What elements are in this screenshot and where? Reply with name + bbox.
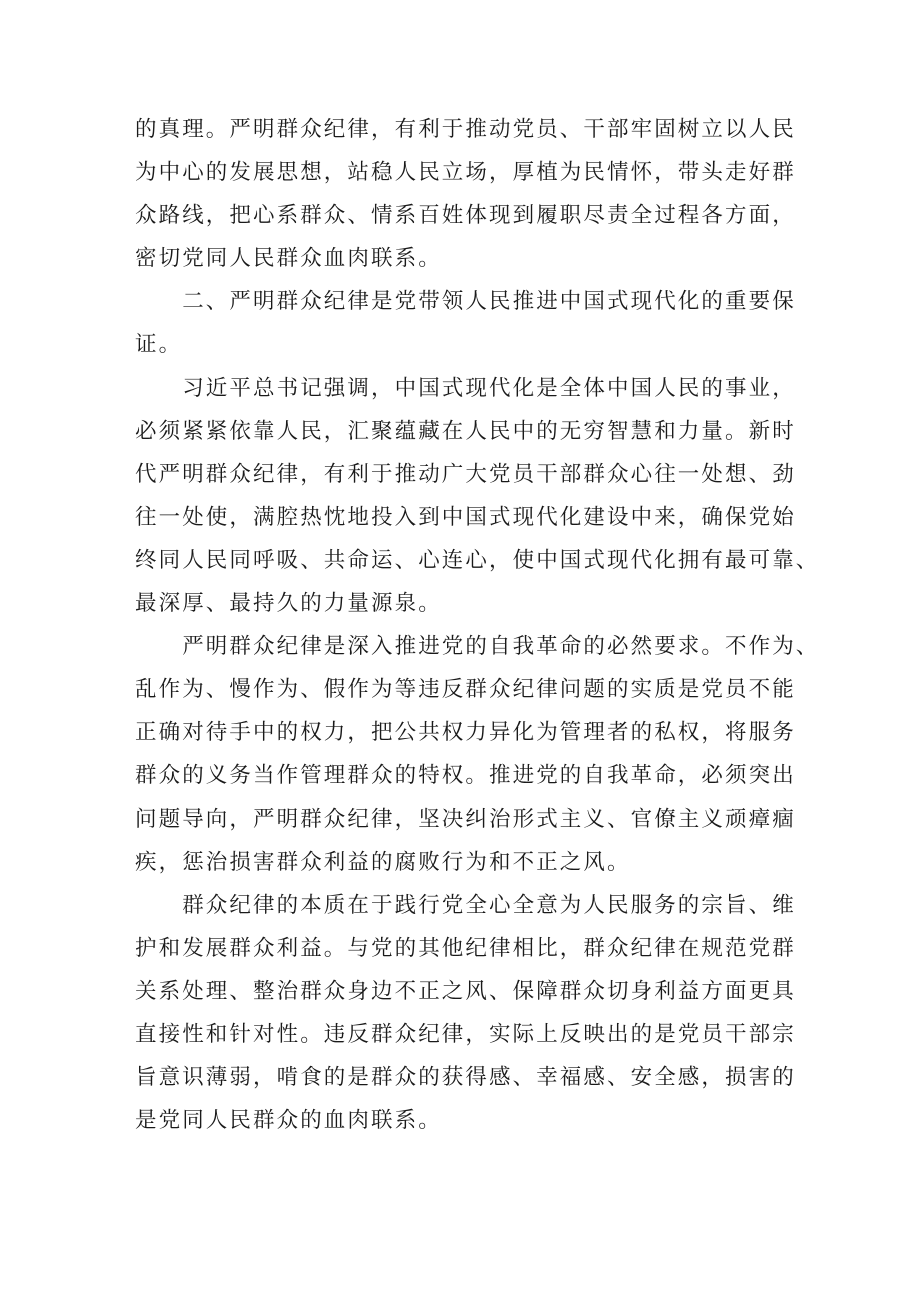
text-line: 的真理。严明群众纪律，有利于推动党员、干部牢固树立以人民 (135, 117, 796, 142)
text-line: 问题导向，严明群众纪律，坚决纠治形式主义、官僚主义顽瘴痼 (135, 806, 796, 832)
text-line: 正确对待手中的权力，把公共权力异化为管理者的私权，将服务 (135, 720, 796, 746)
text-line: 代严明群众纪律，有利于推动广大党员干部群众心往一处想、劲 (135, 461, 796, 487)
paragraph-1 (135, 108, 795, 280)
text-line: 严明群众纪律是深入推进党的自我革命的必然要求。不作为、 (135, 634, 820, 660)
text-line: 最深厚、最持久的力量源泉。 (135, 591, 442, 617)
text-line: 密切党同人民群众血肉联系。 (135, 246, 442, 272)
text-line: 旨意识薄弱，啃食的是群众的获得感、幸福感、安全感，损害的 (135, 1065, 796, 1091)
text-line: 乱作为、慢作为、假作为等违反群众纪律问题的实质是党员不能 (135, 677, 796, 703)
text-line: 疾，惩治损害群众利益的腐败行为和不正之风。 (135, 849, 631, 875)
paragraph-3 (135, 367, 820, 626)
text-line: 终同人民同呼吸、共命运、心连心，使中国式现代化拥有最可靠、 (135, 547, 820, 573)
text-line: 群众的义务当作管理群众的特权。推进党的自我革命，必须突出 (135, 763, 796, 789)
paragraph-5 (135, 884, 795, 1143)
section-heading-2 (135, 280, 795, 366)
text-line: 习近平总书记强调，中国式现代化是全体中国人民的事业， (135, 375, 796, 401)
paragraph-4 (135, 625, 820, 884)
text-line: 二、严明群众纪律是党带领人民推进中国式现代化的重要保 (135, 289, 796, 315)
text-line: 证。 (135, 332, 183, 358)
text-line: 直接性和针对性。违反群众纪律，实际上反映出的是党员干部宗 (135, 1021, 796, 1047)
text-line: 群众纪律的本质在于践行党全心全意为人民服务的宗旨、维 (135, 892, 796, 918)
text-line: 众路线，把心系群众、情系百姓体现到履职尽责全过程各方面， (135, 203, 796, 229)
text-line: 往一处使，满腔热忱地投入到中国式现代化建设中来，确保党始 (135, 504, 796, 530)
text-line: 是党同人民群众的血肉联系。 (135, 1108, 442, 1134)
document-body (135, 108, 820, 1142)
text-line: 关系处理、整治群众身边不正之风、保障群众切身利益方面更具 (135, 978, 796, 1004)
text-line: 为中心的发展思想，站稳人民立场，厚植为民情怀，带头走好群 (135, 160, 796, 186)
text-line: 护和发展群众利益。与党的其他纪律相比，群众纪律在规范党群 (135, 935, 796, 961)
text-line: 必须紧紧依靠人民，汇聚蕴藏在人民中的无穷智慧和力量。新时 (135, 418, 796, 444)
